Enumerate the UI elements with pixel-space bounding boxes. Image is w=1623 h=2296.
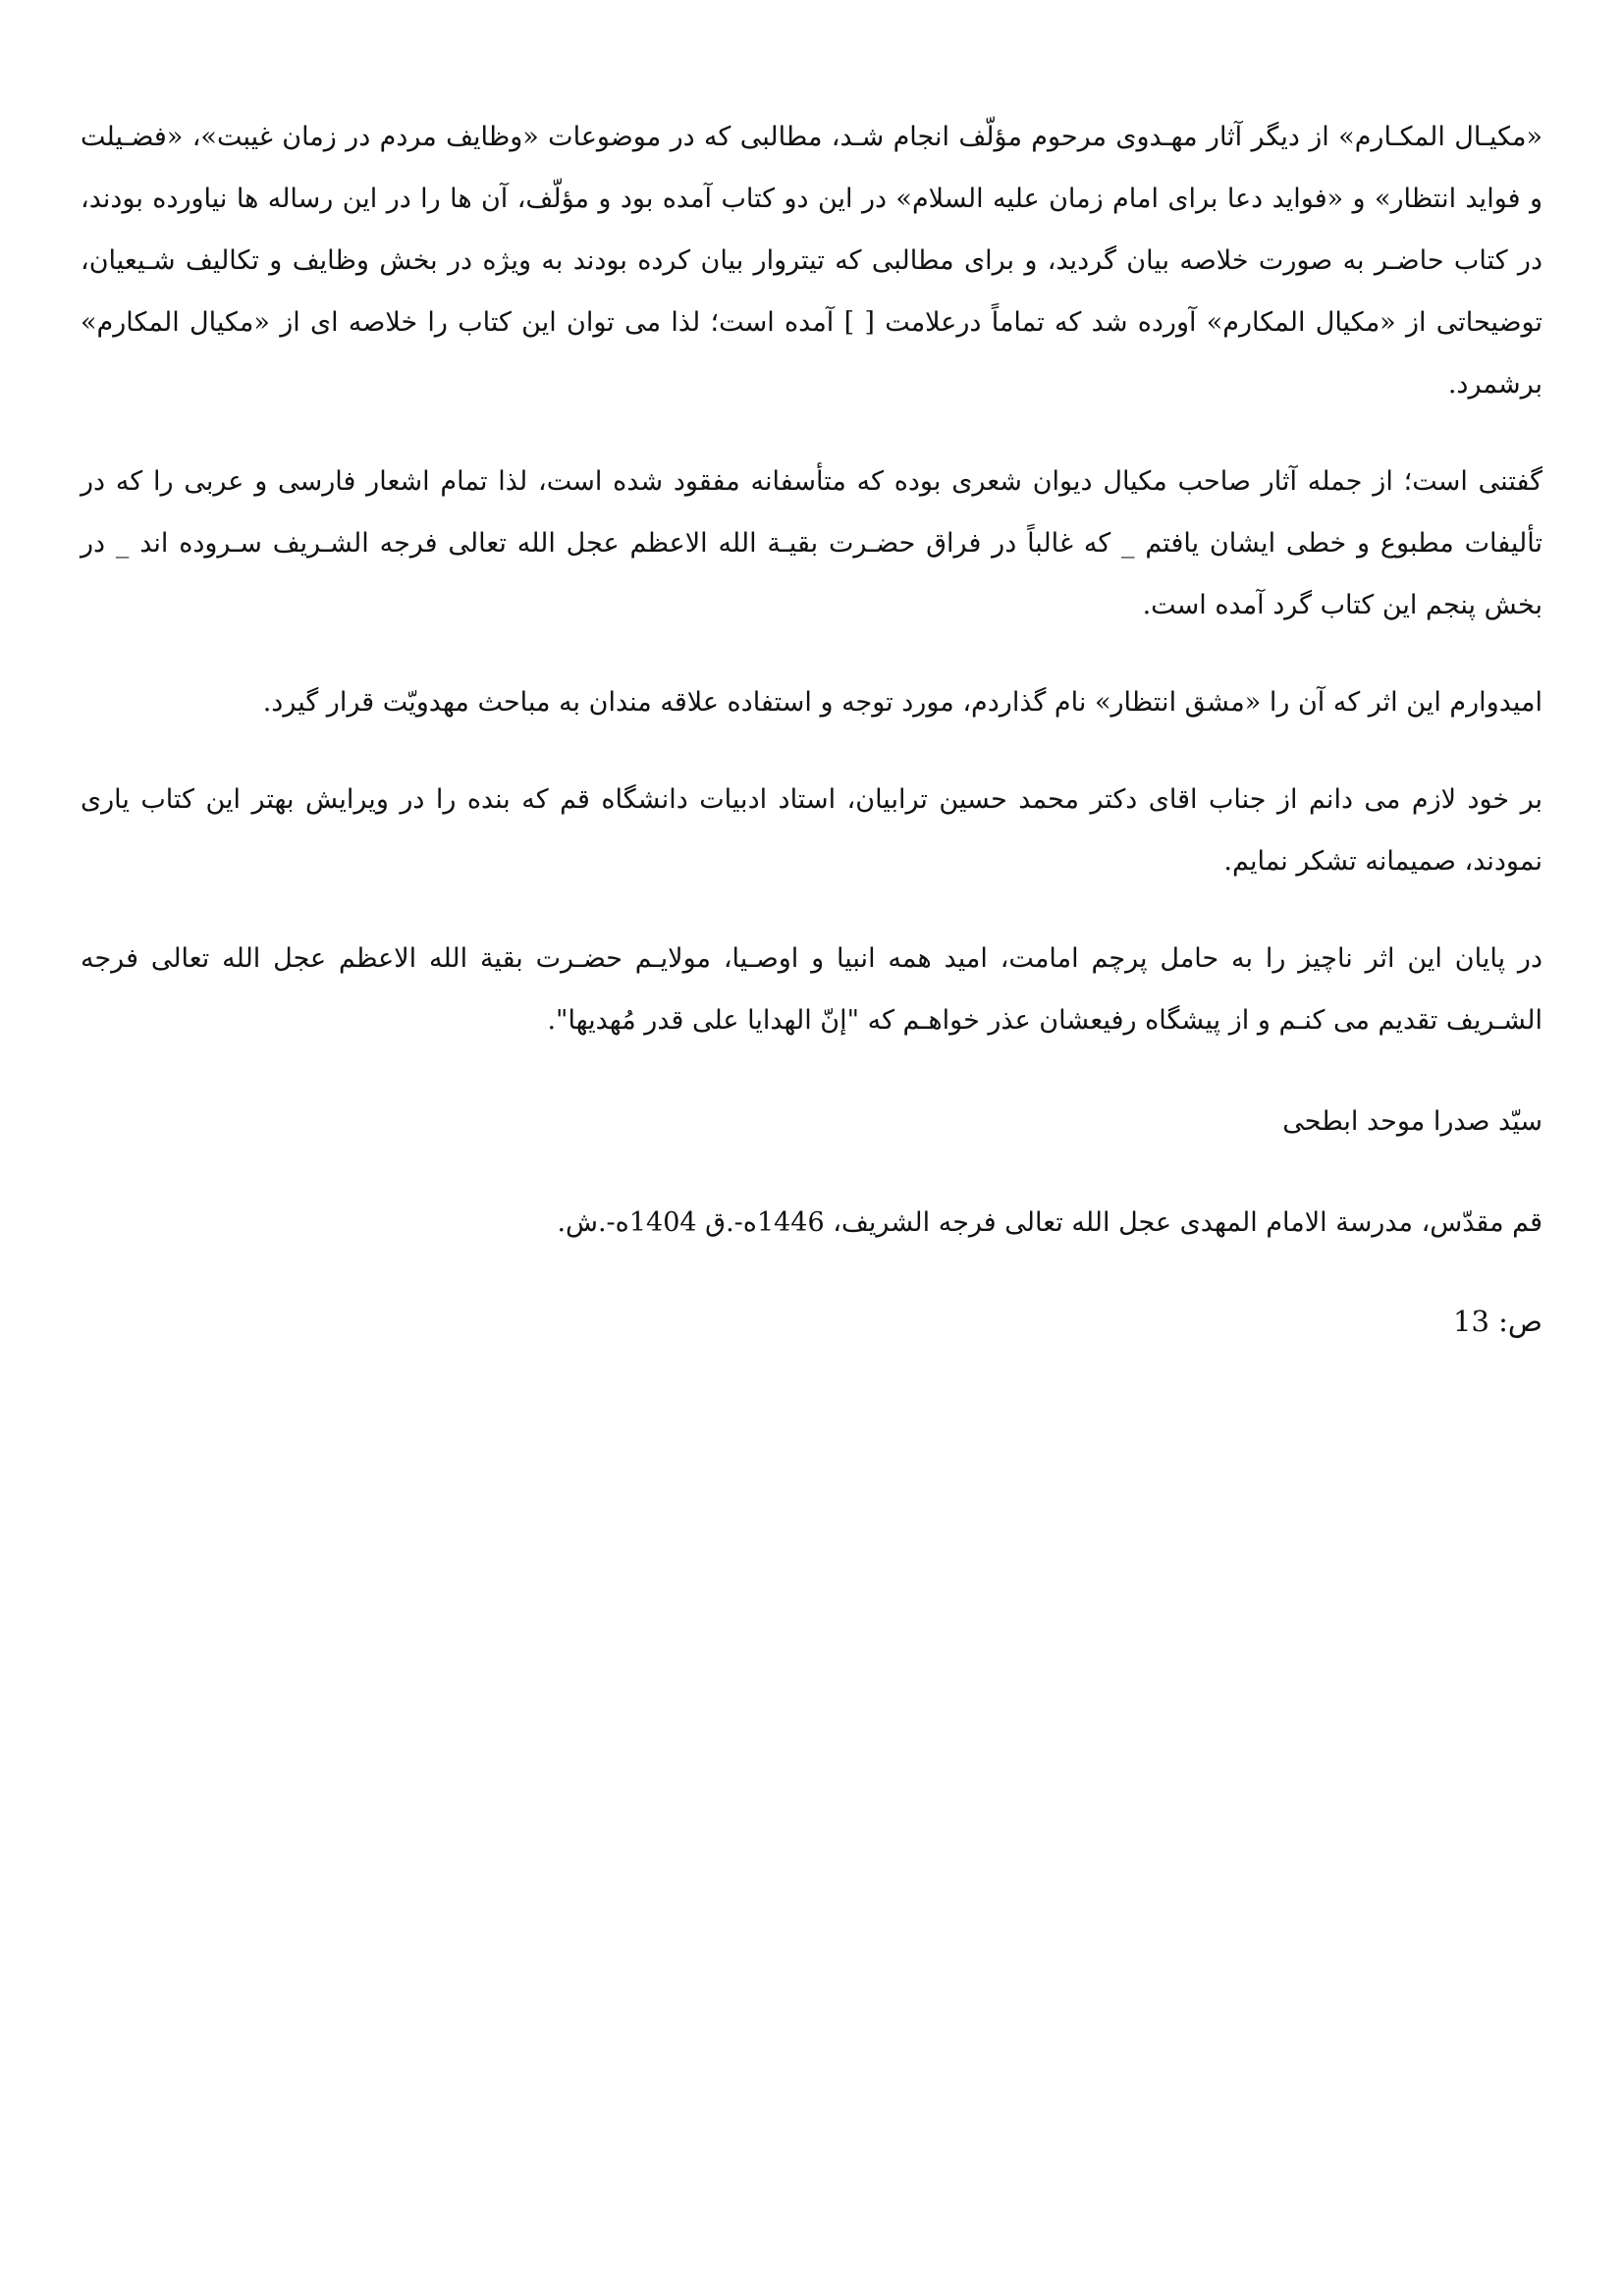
paragraph-acknowledgement: بر خود لازم می دانم از جناب اقای دکتر محمد حسین ترابیان، استاد ادبیات دانشگاه قم که بنده را در ویرایش بهتر این کتاب یاری نمودند، صمیمانه تشکر نمایم.	[81, 784, 1542, 877]
paragraph-hope: امیدوارم این اثر که آن را «مشق انتظار» نام گذاردم، مورد توجه و استفاده علاقه مندان به مباحث مهدویّت قرار گیرد.	[262, 687, 1542, 718]
paragraph-mikyal-summary: «مکیـال المکـارم» از دیگر آثار مهـدوی مرحوم مؤلّف انجام شـد، مطالبی که در موضوعات «وظایف مردم در زمان غیبت»، «فضـیلت و فواید انتظار» و «فواید دعا برای امام زمان علیه السلام» در این دو کتاب آمده بود و مؤلّف، آن ها را در این رساله ها نیاورده بودند، در کتاب حاضـر به صورت خلاصه بیان گردید، و برای مطالبی که تیتروار بیان کرده بودند به ویژه در بخش وظایف و تکالیف شـیعیان، توضیحاتی از «مکیال المکارم» آورده شد که تماماً درعلامت [ ] آمده است؛ لذا می توان این کتاب را خلاصه ای از «مکیال المکارم» برشمرد.	[81, 122, 1542, 400]
place-and-date: قم مقدّس، مدرسة الامام المهدی عجل الله تعالی فرجه الشریف، 1446ه-.ق 1404ه-.ش.	[557, 1207, 1542, 1238]
page-number: ص: 13	[1453, 1305, 1542, 1338]
document-page	[81, 106, 1542, 1353]
paragraph-dedication: در پایان این اثر ناچیز را به حامل پرچم امامت، امید همه انبیا و اوصـیا، مولایـم حضـرت بقیة الله الاعظم عجل الله تعالی فرجه الشـریف تقدیم می کنـم و از پیشگاه رفیعشان عذر خواهـم که "إنّ الهدایا علی قدر مُهدیها".	[81, 943, 1542, 1036]
paragraph-poetry-divan: گفتنی است؛ از جمله آثار صاحب مکیال دیوان شعری بوده که متأسفانه مفقود شده است، لذا تمام اشعار فارسی و عربی را که در تألیفات مطبوع و خطی ایشان یافتم _ که غالباً در فراق حضـرت بقیـة الله الاعظم عجل الله تعالی فرجه الشـریف سـروده اند _ در بخش پنجم این کتاب گرد آمده است.	[81, 466, 1542, 620]
author-signature: سیّد صدرا موحد ابطحی	[1282, 1106, 1542, 1137]
